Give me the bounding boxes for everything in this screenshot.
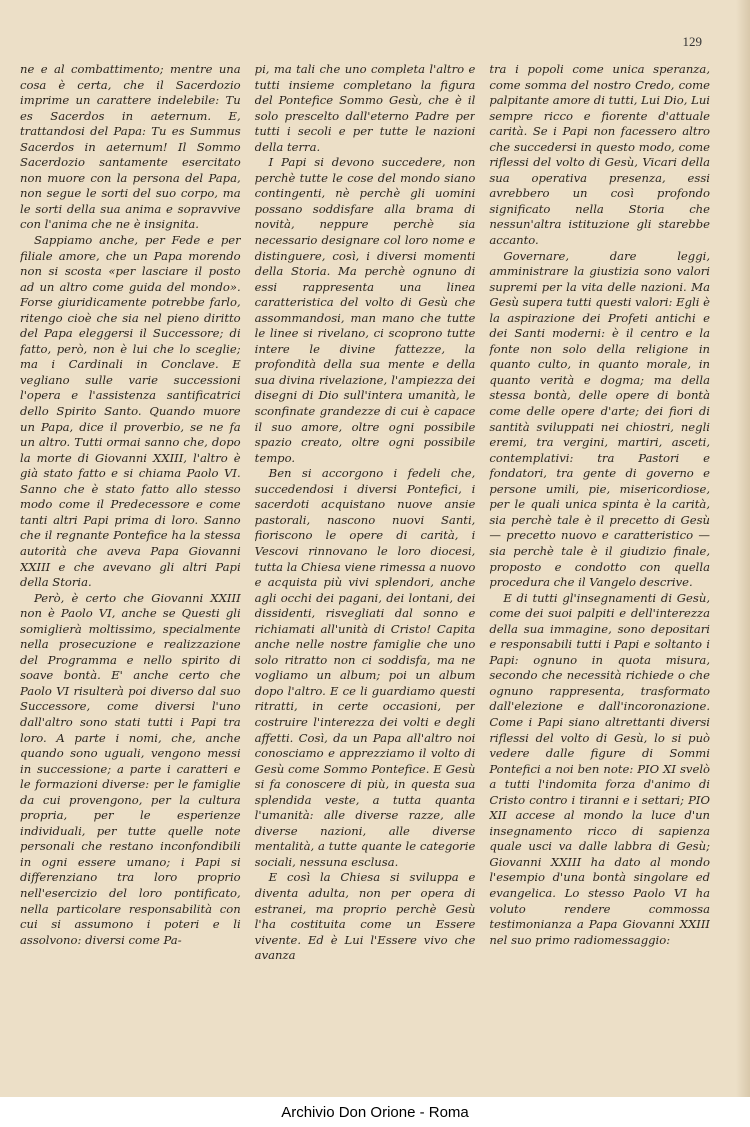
paragraph: E di tutti gl'insegnamenti di Gesù, come dei suoi palpiti e dell'interezza della sua immagine, sono depositari e responsabili tutti i Papi e soltanto i Papi: ognuno in quota misura, secondo che necessità richiede o che ognuno rappresenta, trasformato dall'elezione e dall'incoronazione. Come i Papi siano altrettanti diversi riflessi del volto di Gesù, lo si può vedere dalle figure di Sommi Pontefici a noi ben note: PIO XI svelò a tutti l'indomita forza d'animo di Cristo contro i tiranni e i settari; PIO XII accese al mondo la luce d'un insegnamento ricco di sapienza quale usci va dalle labbra di Gesù; Giovanni XXIII ha dato al mondo l'esempio d'una bontà singolare ed evangelica. Lo stesso Paolo VI ha voluto rendere commossa testimonianza a Papa Giovanni XXIII nel suo primo radiomessaggio:: [489, 590, 711, 947]
paragraph: tra i popoli come unica speranza, come somma del nostro Credo, come palpitante amore di tutti, Lui Dio, Lui sempre ricco e fiorente d'attuale carità. Se i Papi non facessero altro che succedersi in questo modo, come riflessi del volto di Gesù, Vicari della sua operativa presenza, essi avrebbero un così profondo significato nella Storia che nessun'altra istituzione gli starebbe accanto.: [489, 62, 711, 248]
paragraph: ne e al combattimento; mentre una cosa è certa, che il Sacerdozio imprime un carattere indelebile: Tu es Sacerdos in aeternum. E, trattandosi del Papa: Tu es Summus Sacerdos in aeternum! Il Sommo Sacerdozio santamente esercitato non muore con la persona del Papa, non segue le sorti del suo corpo, ma le sorti della sua anima e sopravvive con l'anima che ne è insignita.: [20, 62, 241, 232]
paragraph: E così la Chiesa si sviluppa e diventa adulta, non per opera di estranei, ma proprio perchè Gesù l'ha costituita come un Essere vivente. Ed è Lui l'Essere vivo che avanza: [254, 870, 476, 963]
paragraph: Governare, dare leggi, amministrare la giustizia sono valori supremi per la vita delle nazioni. Ma Gesù supera tutti questi valori: Egli è la aspirazione dei Profeti antichi e dei Santi moderni: è il centro e la fonte non solo della religione in quanto culto, in quanto morale, in quanto verità e dogma; ma della stessa bontà, delle opere di bontà come delle opere d'arte; dei fiori di santità sviluppati nei chiostri, negli eremi, tra vergini, martiri, asceti, contemplativi: tra Pastori e fondatori, tra gente di governo e persone umili, pie, misericordiose, per le quali unica spinta è la carità, sia perchè tale è il precetto di Gesù — precetto nuovo e caratteristico — sia perchè tale è il giudizio finale, proposto e condotto con quella procedura che il Vangelo descrive.: [489, 248, 711, 590]
archive-footer: Archivio Don Orione - Roma: [0, 1097, 750, 1127]
paragraph: pi, ma tali che uno completa l'altro e tutti insieme completano la figura del Pontefice Sommo Gesù, che è il solo prescelto dall'eterno Padre per tutti i secoli e per tutte le nazioni della terra.: [254, 62, 476, 154]
paragraph: Sappiamo anche, per Fede e per filiale amore, che un Papa morendo non si scosta «per lasciare il posto ad un altro come guida del mondo». Forse giuridicamente potrebbe farlo, ritengo cioè che sia nel pieno diritto del Papa eleggersi il Successore; di fatto, però, non è lui che lo sceglie; ma i Cardinali in Conclave. E vegliano sulle varie successioni l'opera e l'assistenza santificatrici dello Spirito Santo. Quando muore un Papa, dice il proverbio, se ne fa un altro. Tutti ormai sanno che, dopo la morte di Giovanni XXIII, l'altro è già stato fatto e si chiama Paolo VI. Sanno che è stato fatto allo stesso modo come il Predecessore e come tanti altri Papi prima di loro. Sanno che il regnante Pontefice ha la stessa autorità che aveva Papa Giovanni XXIII e che avevano gli altri Papi della Storia.: [20, 233, 241, 590]
column-1: [20, 62, 241, 1097]
paragraph: Ben si accorgono i fedeli che, succedendosi i diversi Pontefici, i sacerdoti acquistano nuove ansie pastorali, nascono nuovi Santi, fioriscono le opere di carità, i Vescovi rinnovano le loro diocesi, tutta la Chiesa viene rimessa a nuovo e acquista più vivi splendori, anche agli occhi dei pagani, dei lontani, dei dissidenti, risvegliati dal sonno e richiamati all'unità di Cristo! Capita anche nelle nostre famiglie che uno solo ritratto non ci soddisfa, ma ne vogliamo un album; poi un album dopo l'altro. E ce li guardiamo questi ritratti, in certe occasioni, per costruire l'interezza dei volti e degli affetti. Così, da un Papa all'altro noi conosciamo e apprezziamo il volto di Gesù come Sommo Pontefice. E Gesù si fa conoscere di più, in questa sua splendida veste, a tutta quanta l'umanità: alle diverse razze, alle diverse nazioni, alle diverse mentalità, a tutte quante le categorie sociali, nessuna esclusa.: [254, 466, 476, 869]
paragraph: Però, è certo che Giovanni XXIII non è Paolo VI, anche se Questi gli somiglierà moltissimo, specialmente nella prosecuzione e realizzazione del Programma e nello spirito di soave bontà. E' anche certo che Paolo VI risulterà poi diverso dal suo Successore, come diversi l'uno dall'altro sono stati tutti i Papi tra loro. A parte i nomi, che, anche quando sono uguali, vengono messi in successione; a parte i caratteri e le formazioni diverse: per le famiglie da cui provengono, per la cultura propria, per le esperienze individuali, per tutte quelle note personali che restano inconfondibili in ogni essere umano; i Papi si differenziano tra loro proprio nell'esercizio del loro pontificato, nella particolare responsabilità con cui si assumono i poteri e li assolvono: diversi come Pa-: [20, 590, 241, 947]
page-edge-shadow: [736, 0, 750, 1097]
text-columns: [20, 62, 710, 1097]
paragraph: I Papi si devono succedere, non perchè tutte le cose del mondo siano contingenti, nè perchè gli uomini possano soddisfare alla brama di novità, neppure perchè sia necessario designare col loro nome e distinguere, così, i diversi momenti della Storia. Ma perchè ognuno di essi rappresenta una linea caratteristica del volto di Gesù che assommandosi, man mano che tutte le linee si rivelano, ci scoprono tutte intere le divine fattezze, la profondità della sua mente e della sua divina rivelazione, l'ampiezza dei disegni di Dio sull'intera umanità, le sconfinate grandezze di cui è capace il suo amore, oltre ogni possibile spazio creato, oltre ogni possibile tempo.: [254, 155, 476, 465]
column-3: [489, 62, 710, 1097]
column-2: [255, 62, 476, 1097]
page-number: 129: [682, 34, 702, 49]
